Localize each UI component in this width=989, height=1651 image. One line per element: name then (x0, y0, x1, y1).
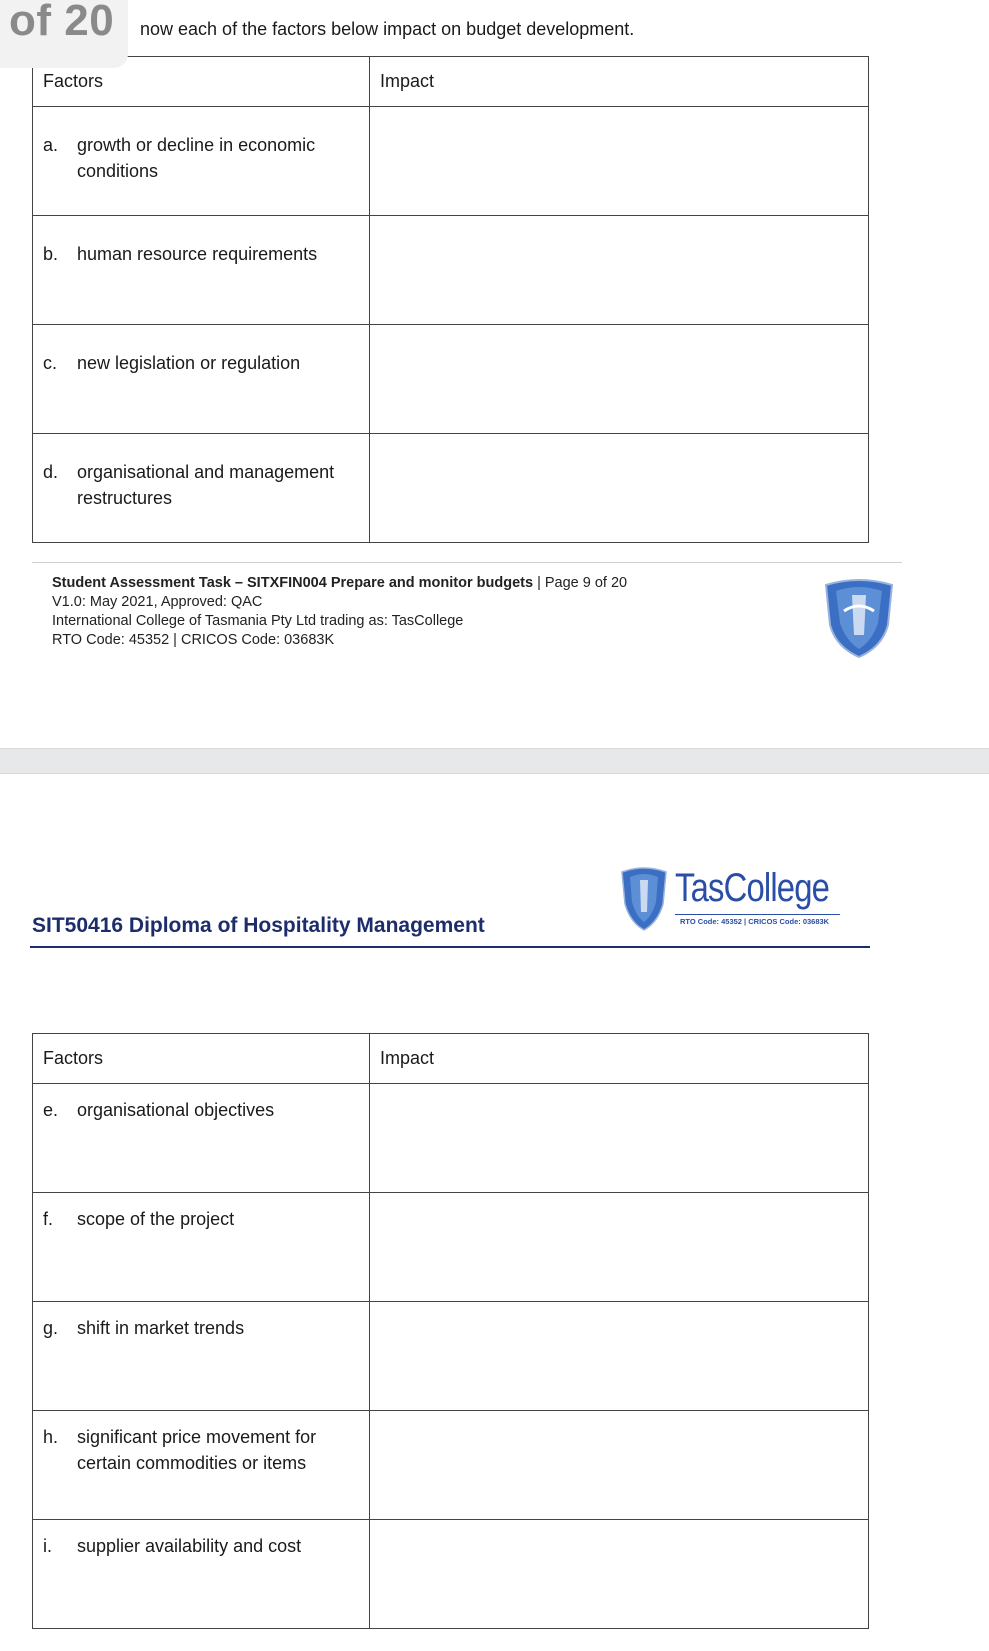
factor-text: organisational objectives (77, 1100, 275, 1120)
table-header-row (33, 1034, 869, 1084)
tascollege-logo-icon (620, 864, 668, 932)
factor-text: human resource requirements (77, 244, 318, 264)
page-count-text: of 20 (9, 0, 115, 45)
impact-cell[interactable] (370, 1302, 869, 1411)
impact-cell[interactable] (370, 1411, 869, 1520)
footer-version: V1.0: May 2021, Approved: QAC (52, 594, 263, 610)
table-row (33, 1520, 869, 1629)
factors-table-1 (32, 56, 869, 543)
factor-cell (33, 1302, 370, 1411)
factor-text: new legislation or regulation (77, 353, 301, 373)
impact-cell[interactable] (370, 1520, 869, 1629)
factor-letter: d. (43, 462, 59, 482)
footer-college: International College of Tasmania Pty Ltd trading as: TasCollege (52, 613, 464, 629)
impact-cell[interactable] (370, 325, 869, 434)
table-row (33, 1411, 869, 1520)
title-rule (30, 946, 870, 948)
factor-letter: a. (43, 135, 59, 155)
impact-cell[interactable] (370, 434, 869, 543)
factor-cell (33, 325, 370, 434)
footer-page-label: | Page 9 of 20 (537, 575, 628, 591)
footer-title-line (52, 575, 627, 591)
college-shield-icon (822, 575, 896, 659)
impact-cell[interactable] (370, 107, 869, 216)
factor-cell (33, 1193, 370, 1302)
table-row (33, 325, 869, 434)
factor-text: shift in market trends (77, 1318, 245, 1338)
logo-wordmark: TasCollege (675, 866, 830, 910)
factors-header: Factors (33, 57, 370, 107)
table-row (33, 434, 869, 543)
factor-text: scope of the project (77, 1209, 235, 1229)
table-row (33, 216, 869, 325)
factor-cell (33, 1084, 370, 1193)
footer-codes: RTO Code: 45352 | CRICOS Code: 03683K (52, 632, 335, 648)
factors-table-2 (32, 1033, 869, 1629)
footer-task-title: Student Assessment Task – SITXFIN004 Prepare and monitor budgets (52, 575, 534, 591)
factor-cell (33, 434, 370, 543)
table-row (33, 1193, 869, 1302)
impact-cell[interactable] (370, 1084, 869, 1193)
table-row (33, 107, 869, 216)
factor-letter: h. (43, 1427, 59, 1447)
factor-letter: e. (43, 1100, 59, 1120)
impact-header: Impact (370, 1034, 869, 1084)
factor-cell (33, 216, 370, 325)
logo-codes: RTO Code: 45352 | CRICOS Code: 03683K (680, 917, 830, 926)
table-row (33, 1302, 869, 1411)
factor-letter: i. (43, 1536, 52, 1556)
impact-cell[interactable] (370, 1193, 869, 1302)
table-row (33, 1084, 869, 1193)
factor-text: growth or decline in economic conditions (77, 135, 316, 181)
tascollege-logo (620, 862, 850, 936)
table-header-row (33, 57, 869, 107)
page-count-indicator (0, 0, 128, 68)
instruction-text: now each of the factors below impact on budget development. (140, 19, 635, 39)
factors-header: Factors (33, 1034, 370, 1084)
impact-cell[interactable] (370, 216, 869, 325)
factor-cell (33, 1520, 370, 1629)
factor-cell (33, 107, 370, 216)
page-break-divider (0, 748, 989, 774)
impact-header: Impact (370, 57, 869, 107)
factor-letter: f. (43, 1209, 54, 1229)
page-footer (32, 562, 902, 673)
factor-letter: c. (43, 353, 58, 373)
factor-text: organisational and management restructures (77, 462, 335, 508)
factor-text: significant price movement for certain commodities or items (77, 1427, 317, 1473)
factor-letter: g. (43, 1318, 59, 1338)
factor-cell (33, 1411, 370, 1520)
logo-underline (675, 914, 840, 915)
program-title: SIT50416 Diploma of Hospitality Management (32, 914, 485, 937)
factor-letter: b. (43, 244, 59, 264)
factor-text: supplier availability and cost (77, 1536, 302, 1556)
